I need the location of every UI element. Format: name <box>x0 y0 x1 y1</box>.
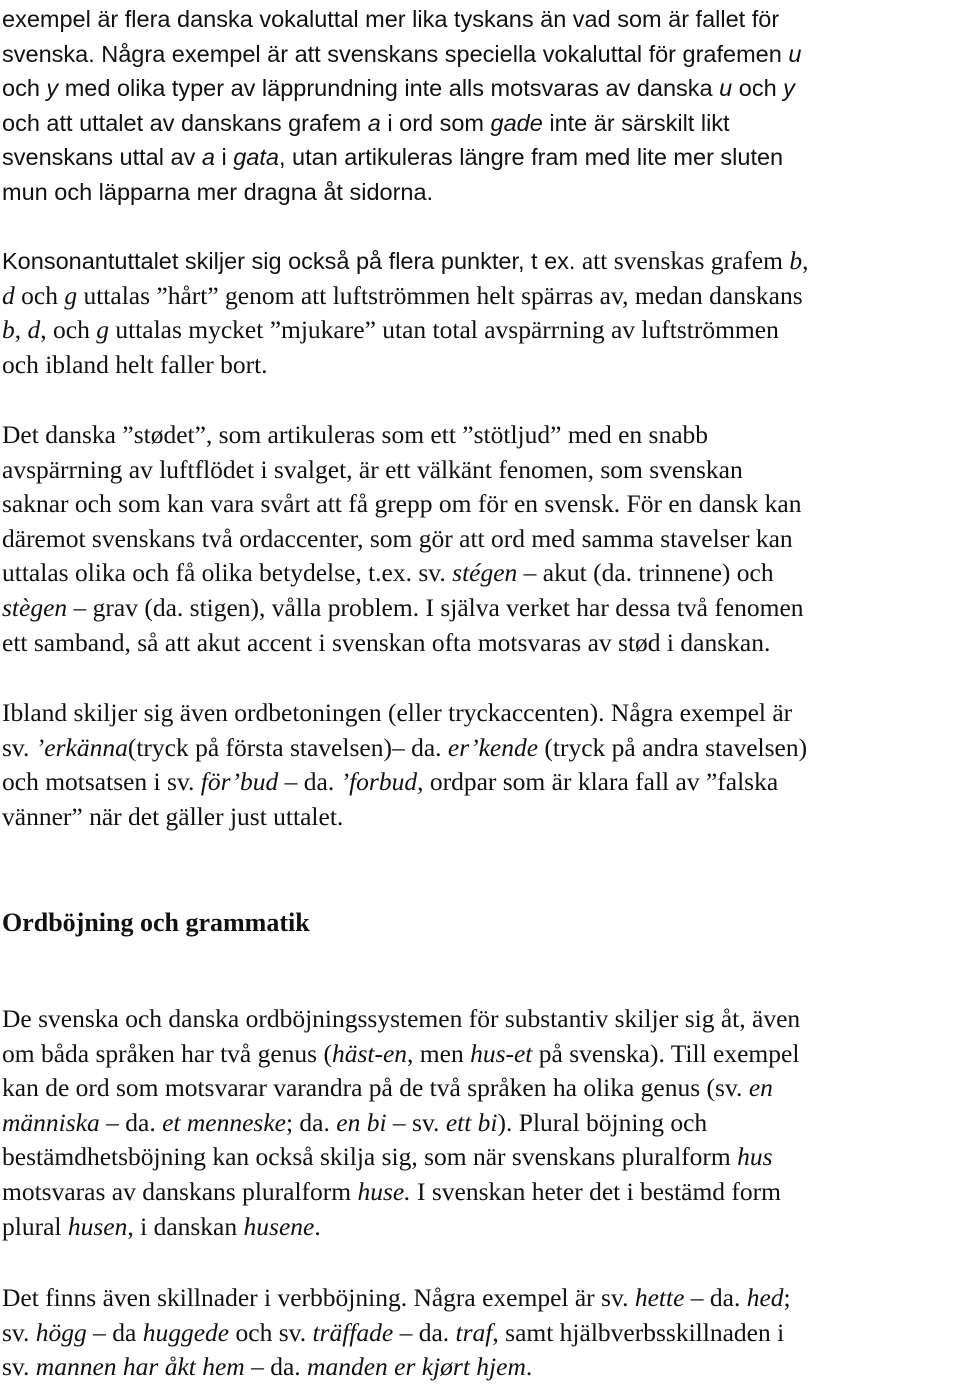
italic-term: a <box>367 109 381 136</box>
text-run: , <box>14 315 28 345</box>
text-run: (tryck på andra stavelsen) <box>538 732 808 762</box>
italic-term: mannen har åkt hem <box>35 1352 245 1382</box>
italic-term: traf <box>455 1317 493 1347</box>
text-run: plural <box>2 1211 68 1241</box>
italic-term: hus-et <box>470 1038 533 1068</box>
text-line <box>2 418 958 453</box>
italic-term: träffade <box>312 1317 394 1347</box>
italic-term: stégen <box>452 558 518 588</box>
italic-term: manden er kjørt hjem <box>307 1352 526 1382</box>
text-run: vänner” när det gäller just uttalet. <box>2 801 344 831</box>
text-run: på svenska). Till exempel <box>532 1038 800 1068</box>
text-run: inte är särskilt likt <box>542 109 730 136</box>
text-run: i ord som <box>380 109 491 136</box>
italic-term: husene <box>243 1211 315 1241</box>
text-line <box>2 591 958 626</box>
italic-term: högg <box>35 1317 87 1347</box>
text-run: motsvaras av danskans pluralform <box>2 1176 358 1206</box>
text-run: och <box>732 75 784 102</box>
text-run: , i danskan <box>127 1211 244 1241</box>
text-line <box>2 1210 958 1245</box>
text-line <box>2 106 958 141</box>
text-run: . <box>314 1211 321 1241</box>
text-run: – da. <box>99 1107 163 1137</box>
text-run: kan de ord som motsvarar varandra på de två språken ha olika genus (sv. <box>2 1073 749 1103</box>
text-run: svenskans uttal av <box>2 144 202 171</box>
text-run: om båda språken har två genus ( <box>2 1038 332 1068</box>
text-run: , utan artikuleras längre fram med lite mer sluten <box>278 144 784 171</box>
text-run: och <box>2 75 47 102</box>
italic-term: hus <box>737 1142 773 1172</box>
text-line <box>2 453 958 488</box>
text-run: uttalas olika och få olika betydelse, t.ex. sv. <box>2 558 453 588</box>
text-run: att svenskas grafem <box>575 246 790 275</box>
italic-term: b <box>2 315 15 345</box>
text-run: Det danska ”stødet”, som artikuleras som ett ”stötljud” med en snabb <box>2 420 709 449</box>
text-line <box>2 71 958 106</box>
text-run: I svenskan heter det i bestämd form <box>410 1176 781 1206</box>
paragraph-stress <box>2 696 958 834</box>
italic-term: d <box>27 315 41 345</box>
italic-term: en <box>748 1073 773 1103</box>
text-run: , samt hjälbverbsskillnaden i <box>492 1317 785 1347</box>
paragraph-consonants <box>2 244 958 382</box>
italic-term: häst-en <box>331 1038 408 1068</box>
text-run: sv. <box>2 732 36 762</box>
section-heading: Ordböjning och grammatik <box>2 908 310 937</box>
italic-term: gata <box>233 144 279 171</box>
text-run: och motsatsen i sv. <box>2 767 201 797</box>
text-run: (tryck på första stavelsen)– da. <box>127 732 448 762</box>
paragraph-verb-inflection <box>2 1281 958 1385</box>
text-run: och ibland helt faller bort. <box>2 349 268 379</box>
text-run: – da. <box>684 1283 747 1312</box>
italic-term: ett bi <box>445 1107 498 1137</box>
italic-term: hed <box>746 1283 784 1312</box>
italic-term: stègen <box>2 592 68 622</box>
text-run: sv. <box>2 1317 36 1347</box>
text-line <box>2 175 958 210</box>
italic-term: b <box>789 246 803 275</box>
text-run: sv. <box>2 1352 36 1382</box>
text-line <box>2 696 958 731</box>
text-line <box>2 1071 958 1106</box>
italic-term: huse. <box>357 1176 411 1206</box>
text-line <box>2 1140 958 1175</box>
text-run: – da. <box>244 1352 308 1382</box>
text-run: exempel är flera danska vokaluttal mer lika tyskans än vad som är fallet för <box>2 6 780 32</box>
italic-term: för’bud <box>200 767 279 797</box>
italic-term: ’forbud <box>340 767 418 797</box>
text-run: och att uttalet av danskans grafem <box>2 109 368 136</box>
italic-term: husen <box>67 1211 128 1241</box>
text-line <box>2 1002 958 1037</box>
italic-term: u <box>788 40 802 67</box>
text-line <box>2 765 958 800</box>
italic-term: människa <box>2 1107 100 1137</box>
italic-term: et menneske <box>162 1107 286 1137</box>
italic-term: hette <box>634 1283 685 1312</box>
text-run: , ordpar som är klara fall av ”falska <box>417 767 779 797</box>
text-run: uttalas mycket ”mjukare” utan total avspärrning av luftströmmen <box>108 315 779 345</box>
text-run: avspärrning av luftflödet i svalget, är ett välkänt fenomen, som svenskan <box>2 454 743 484</box>
text-line <box>2 1316 958 1351</box>
text-line <box>2 1106 958 1141</box>
italic-term: u <box>719 75 733 102</box>
text-run: Ibland skiljer sig även ordbetoningen (eller tryckaccenten). Några exempel är <box>2 698 793 727</box>
text-line <box>2 1281 958 1316</box>
text-run: ett samband, så att akut accent i svenskan ofta motsvaras av stød i danskan. <box>2 627 771 657</box>
text-run: Konsonantuttalet skiljer sig också på flera punkter, t ex. <box>2 248 576 274</box>
text-line <box>2 487 958 522</box>
text-run: – grav (da. stigen), vålla problem. I själva verket har dessa två fenomen <box>67 592 804 622</box>
text-run: – da. <box>393 1317 456 1347</box>
text-run: bestämdhetsböjning kan också skilja sig, som när svenskans pluralform <box>2 1142 738 1172</box>
text-run: däremot svenskans två ordaccenter, som gör att ord med samma stavelser kan <box>2 523 793 553</box>
text-run: . <box>525 1352 533 1382</box>
text-run: ; da. <box>285 1107 337 1137</box>
text-line <box>2 279 958 314</box>
italic-term: gade <box>490 109 543 136</box>
text-line <box>2 1037 958 1072</box>
text-run: – akut (da. trinnene) och <box>517 558 774 588</box>
text-run: och sv. <box>229 1317 313 1347</box>
text-run: – da. <box>278 767 341 797</box>
text-run: , och <box>40 315 97 345</box>
italic-term: g <box>96 315 109 345</box>
text-run: Det finns även skillnader i verbböjning. Några exempel är sv. <box>2 1283 635 1312</box>
text-line <box>2 626 958 661</box>
italic-term: ’erkänna <box>35 732 128 762</box>
text-line <box>2 1350 958 1385</box>
text-line <box>2 522 958 557</box>
italic-term: d <box>2 280 15 310</box>
text-run: , <box>802 246 809 275</box>
text-run: – da <box>86 1317 143 1347</box>
italic-term: huggede <box>142 1317 230 1347</box>
italic-term: a <box>201 144 215 171</box>
italic-term: en bi <box>336 1107 387 1137</box>
text-line <box>2 2 958 37</box>
italic-term: y <box>46 75 59 102</box>
text-line <box>2 37 958 72</box>
text-run: ; <box>783 1283 791 1312</box>
paragraph-noun-inflection <box>2 1002 958 1244</box>
text-run: De svenska och danska ordböjningssystemen för substantiv skiljer sig åt, även <box>2 1004 801 1033</box>
text-line <box>2 348 958 383</box>
text-run: – sv. <box>386 1107 446 1137</box>
text-run: uttalas ”hårt” genom att luftströmmen helt spärras av, medan danskans <box>77 280 803 310</box>
text-run: , men <box>407 1038 471 1068</box>
text-run: i <box>214 144 234 171</box>
italic-term: g <box>64 280 78 310</box>
text-line <box>2 313 958 348</box>
paragraph-stod <box>2 418 958 660</box>
text-line <box>2 731 958 766</box>
text-line <box>2 1175 958 1210</box>
text-line <box>2 244 958 279</box>
text-run: saknar och som kan vara svårt att få grepp om för en svensk. För en dansk kan <box>2 489 802 519</box>
paragraph-vowels <box>2 2 958 210</box>
text-line <box>2 556 958 591</box>
text-line <box>2 140 958 175</box>
text-run: med olika typer av läpprundning inte alls motsvaras av danska <box>58 75 720 102</box>
text-run: svenska. Några exempel är att svenskans speciella vokaluttal för grafemen <box>2 40 789 67</box>
text-run: och <box>14 280 65 310</box>
italic-term: y <box>783 75 795 102</box>
italic-term: er’kende <box>447 732 539 762</box>
text-run: mun och läpparna mer dragna åt sidorna. <box>2 178 434 205</box>
text-line <box>2 800 958 835</box>
text-run: ). Plural böjning och <box>497 1107 708 1137</box>
